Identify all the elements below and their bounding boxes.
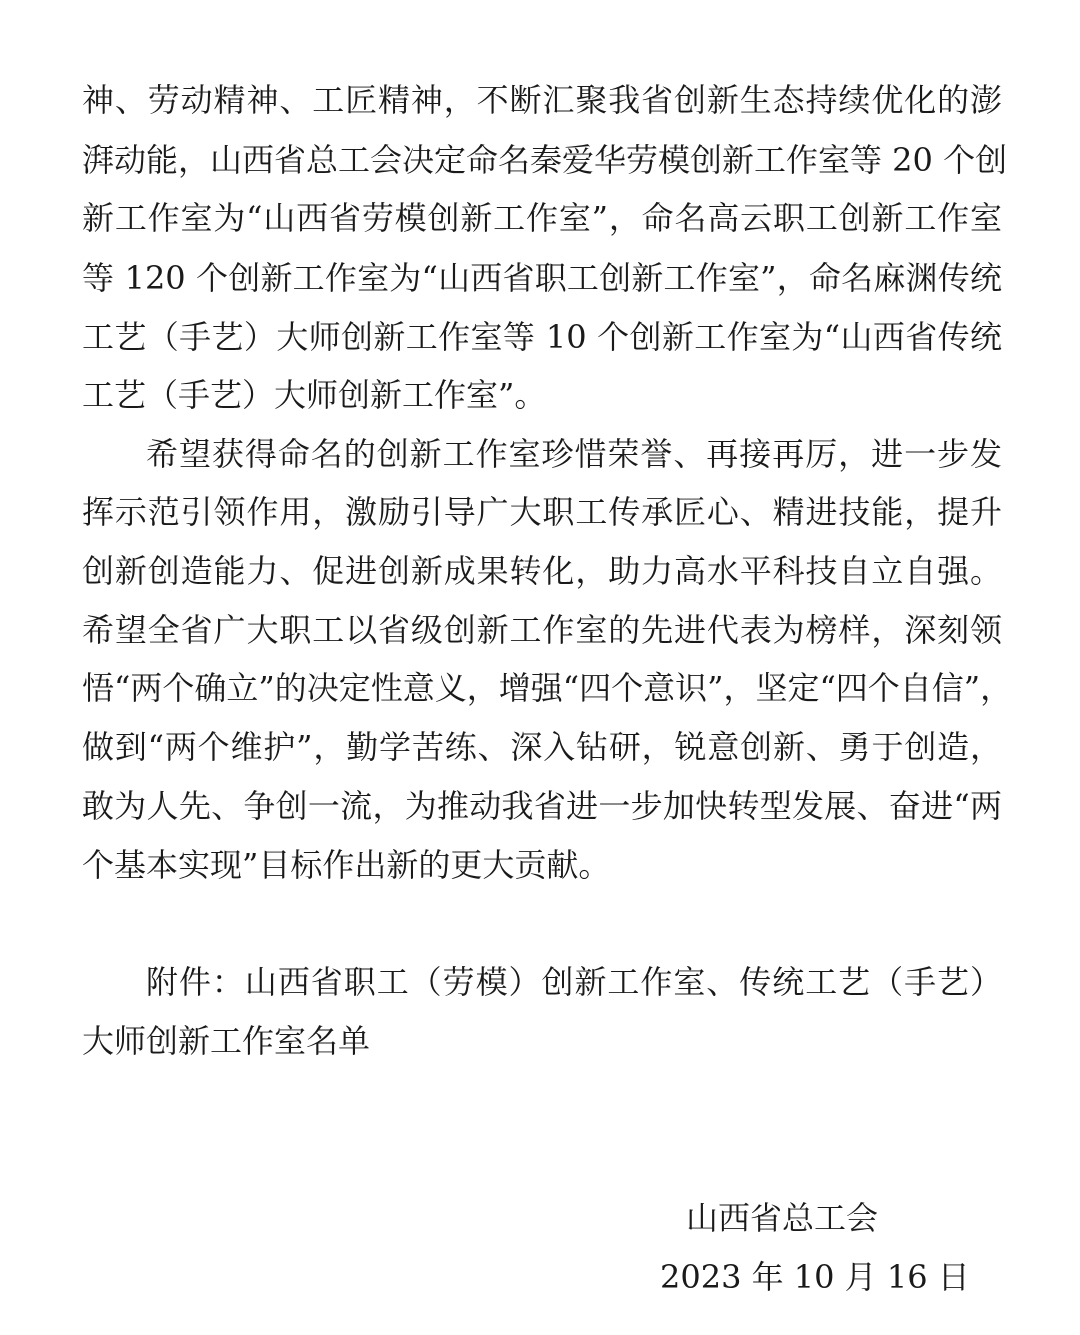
paragraph-2-line-1: 希望获得命名的创新工作室珍惜荣誉、再接再厉，进一步发 [146,435,1002,473]
signature-date: 2023 年 10 月 16 日 [660,1258,970,1296]
attachment-line-2: 大师创新工作室名单 [82,1022,371,1060]
paragraph-2-line-5: 悟“两个确立”的决定性意义，增强“四个意识”，坚定“四个自信”， [82,669,1013,707]
paragraph-1-line-3: 新工作室为“山西省劳模创新工作室”，命名高云职工创新工作室 [82,199,1002,237]
paragraph-1-line-6: 工艺（手艺）大师创新工作室”。 [82,376,547,414]
paragraph-2-line-8: 个基本实现”目标作出新的更大贡献。 [82,846,611,884]
paragraph-1-line-4: 等 120 个创新工作室为“山西省职工创新工作室”，命名麻渊传统 [82,259,1002,297]
paragraph-1-line-1: 神、劳动精神、工匠精神，不断汇聚我省创新生态持续优化的澎 [82,81,1002,119]
attachment-line-1: 附件：山西省职工（劳模）创新工作室、传统工艺（手艺） [146,963,1002,1001]
paragraph-1-line-2: 湃动能，山西省总工会决定命名秦爱华劳模创新工作室等 20 个创 [82,141,1008,179]
paragraph-1-line-5: 工艺（手艺）大师创新工作室等 10 个创新工作室为“山西省传统 [82,318,1002,356]
paragraph-2-line-4: 希望全省广大职工以省级创新工作室的先进代表为榜样，深刻领 [82,611,1002,649]
signature-organization: 山西省总工会 [686,1199,879,1237]
paragraph-2-line-2: 挥示范引领作用，激励引导广大职工传承匠心、精进技能，提升 [82,493,1002,531]
paragraph-2-line-7: 敢为人先、争创一流，为推动我省进一步加快转型发展、奋进“两 [82,787,1002,825]
paragraph-2-line-3: 创新创造能力、促进创新成果转化，助力高水平科技自立自强。 [82,552,1002,590]
paragraph-2-line-6: 做到“两个维护”，勤学苦练、深入钻研，锐意创新、勇于创造， [82,728,1002,766]
